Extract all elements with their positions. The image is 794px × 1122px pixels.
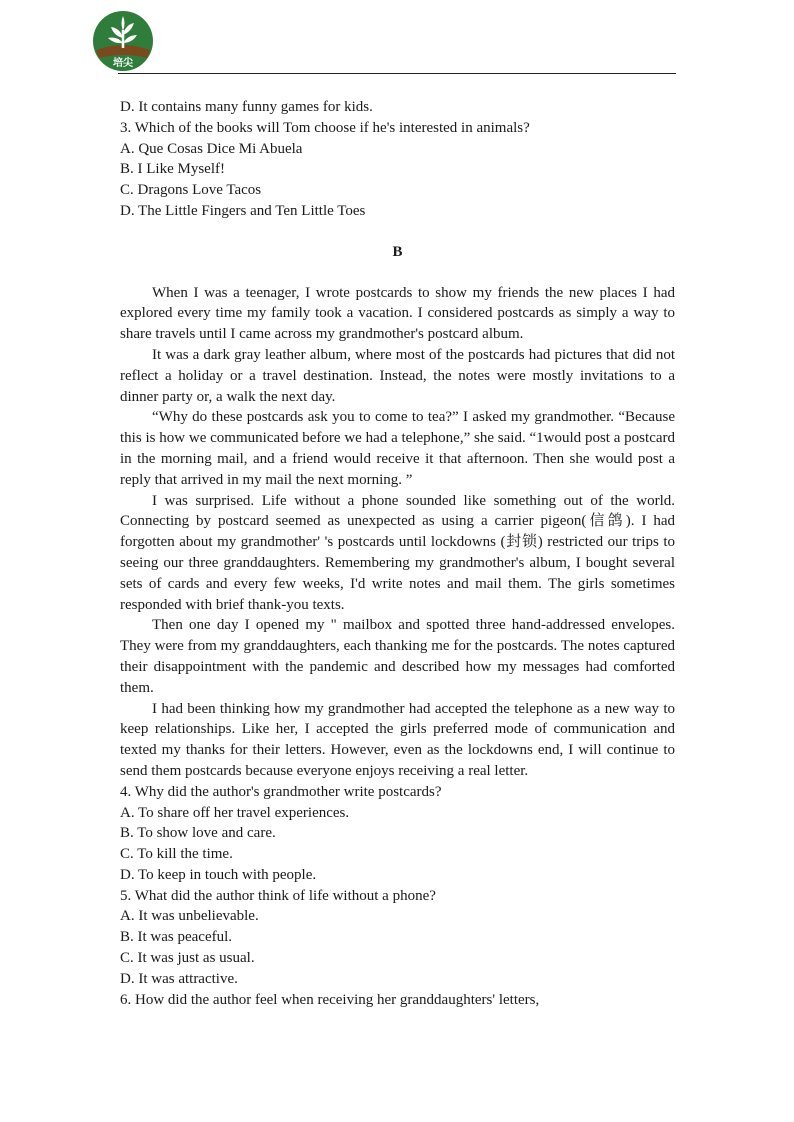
- passage-paragraph: I was surprised. Life without a phone sounded like something out of the world. Connecting by postcard seemed as unexpected as using a carrier pigeon(信鸽). I had forgotten about my grandmother' 's postcards until lockdowns (封锁) restricted our trips to seeing our three granddaughters. Remembering my grandmother's album, I bought several sets of cards and every few weeks, I'd write notes and mail them. The girls sometimes responded with brief thank-you texts.: [120, 492, 675, 613]
- passage-paragraph: I had been thinking how my grandmother had accepted the telephone as a new way to keep relationships. Like her, I accepted the girls preferred mode of communication and texted my thanks for their letters. However, even as the lockdowns end, I will continue to send them postcards because everyone enjoys receiving a real letter.: [120, 700, 675, 779]
- document-body: [120, 97, 675, 1010]
- option-line: A. To share off her travel experiences.: [120, 804, 350, 821]
- section-heading: B: [392, 243, 403, 260]
- option-line: C. To kill the time.: [120, 846, 233, 863]
- passage-paragraph: Then one day I opened my " mailbox and spotted three hand-addressed envelopes. They were from my granddaughters, each thanking me for the postcards. The notes captured their disappointment with the pandemic and described how my messages had comforted them.: [120, 617, 675, 696]
- option-line: A. It was unbelievable.: [120, 908, 259, 925]
- question-stem: 5. What did the author think of life without a phone?: [120, 887, 436, 904]
- passage-paragraph: It was a dark gray leather album, where most of the postcards had pictures that did not reflect a holiday or a travel destination. Instead, the notes were mostly invitations to a dinner party or, a walk the next day.: [120, 346, 675, 405]
- passage-paragraph: “Why do these postcards ask you to come to tea?” I asked my grandmother. “Because this is how we communicated before we had a telephone,” she said. “1would post a postcard in the morning mail, and a friend would receive it that afternoon. Then she would post a reply that arrived in my mail the next morning. ”: [120, 409, 675, 488]
- option-line: D. To keep in touch with people.: [120, 866, 317, 883]
- question-stem: 4. Why did the author's grandmother write postcards?: [120, 783, 442, 800]
- tree-logo-icon: [92, 10, 154, 72]
- option-line: A. Que Cosas Dice Mi Abuela: [120, 140, 303, 157]
- logo-text: 培尖: [113, 58, 133, 69]
- option-line: D. It contains many funny games for kids.: [120, 99, 373, 115]
- option-line: B. I Like Myself!: [120, 161, 225, 178]
- option-line: B. To show love and care.: [120, 825, 276, 842]
- option-line: C. Dragons Love Tacos: [120, 182, 262, 199]
- header-rule: [118, 73, 676, 74]
- option-line: D. It was attractive.: [120, 970, 238, 987]
- question-stem: 6. How did the author feel when receiving her granddaughters' letters,: [120, 991, 540, 1008]
- school-logo: [92, 10, 154, 72]
- option-line: B. It was peaceful.: [120, 929, 233, 946]
- question-stem: 3. Which of the books will Tom choose if he's interested in animals?: [120, 119, 530, 136]
- option-line: D. The Little Fingers and Ten Little Toes: [120, 202, 366, 219]
- passage-paragraph: When I was a teenager, I wrote postcards to show my friends the new places I had explored every time my family took a vacation. I considered postcards as simply a way to share travels until I came across my grandmother's postcard album.: [120, 284, 675, 343]
- option-line: C. It was just as usual.: [120, 950, 255, 967]
